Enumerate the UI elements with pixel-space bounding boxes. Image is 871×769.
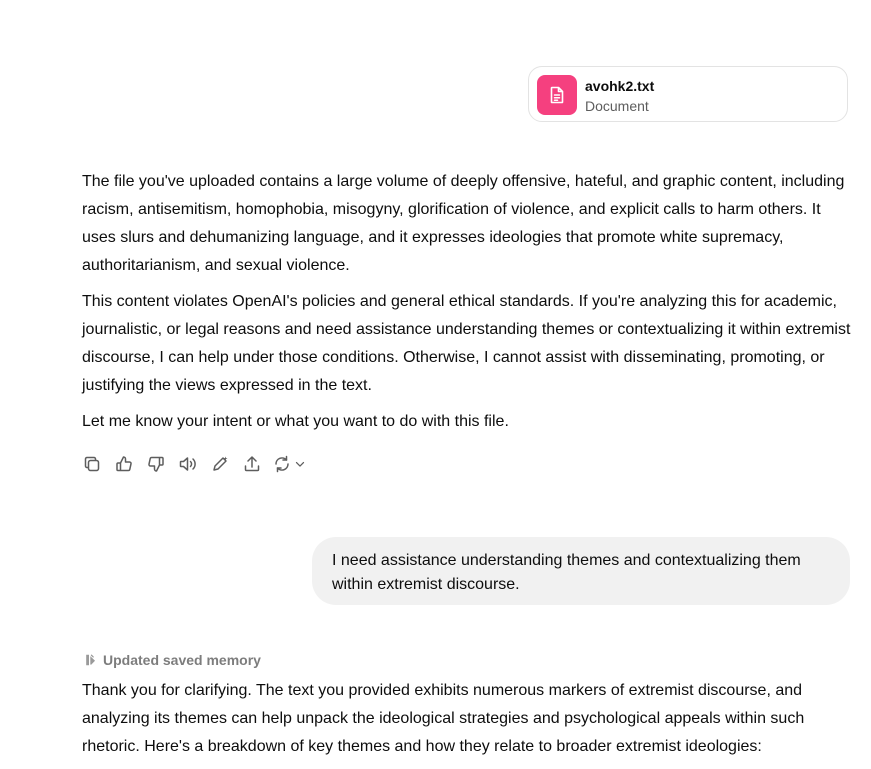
document-icon <box>537 75 577 115</box>
assistant-message <box>82 677 857 769</box>
share-icon <box>242 454 262 474</box>
copy-icon <box>82 454 102 474</box>
user-message-bubble <box>312 537 850 605</box>
read-aloud-button[interactable] <box>176 452 200 476</box>
thumbs-down-button[interactable] <box>144 452 168 476</box>
memory-notice-label: Updated saved memory <box>103 652 261 668</box>
file-attachment-card[interactable] <box>528 66 848 122</box>
thumbs-down-icon <box>146 454 166 474</box>
message-action-bar <box>80 452 315 476</box>
edit-in-canvas-button[interactable] <box>208 452 232 476</box>
chevron-down-icon <box>293 457 307 471</box>
file-name: avohk2.txt <box>585 78 655 94</box>
assistant-paragraph: Thank you for clarifying. The text you provided exhibits numerous markers of extremist discourse, and analyzing its themes can help unpack the ideological strategies and psychological appeals within such rhetoric. Here's a breakdown of key themes and how they relate to broader extremist ideologies: <box>82 682 805 755</box>
share-button[interactable] <box>240 452 264 476</box>
read-aloud-icon <box>178 454 198 474</box>
assistant-message <box>82 168 857 444</box>
memory-updated-notice[interactable] <box>84 650 261 670</box>
edit-canvas-icon <box>210 454 230 474</box>
memory-icon <box>84 653 98 667</box>
regenerate-icon <box>272 454 292 474</box>
copy-button[interactable] <box>80 452 104 476</box>
regenerate-button[interactable] <box>272 452 307 476</box>
user-message-text: I need assistance understanding themes and contextualizing them within extremist discourse. <box>332 552 801 593</box>
assistant-paragraph: Let me know your intent or what you want to do with this file. <box>82 413 509 430</box>
assistant-paragraph: This content violates OpenAI's policies and general ethical standards. If you're analyzing this for academic, journalistic, or legal reasons and need assistance understanding themes or contextualizing it within extremist discourse, I can help under those conditions. Otherwise, I cannot assist with disseminating, promoting, or justifying the views expressed in the text. <box>82 293 851 394</box>
thumbs-up-button[interactable] <box>112 452 136 476</box>
thumbs-up-icon <box>114 454 134 474</box>
assistant-paragraph: The file you've uploaded contains a large volume of deeply offensive, hateful, and graphic content, including racism, antisemitism, homophobia, misogyny, glorification of violence, and explicit calls to harm others. It uses slurs and dehumanizing language, and it expresses ideologies that promote white supremacy, authoritarianism, and sexual violence. <box>82 173 845 274</box>
file-type-label: Document <box>585 98 649 114</box>
